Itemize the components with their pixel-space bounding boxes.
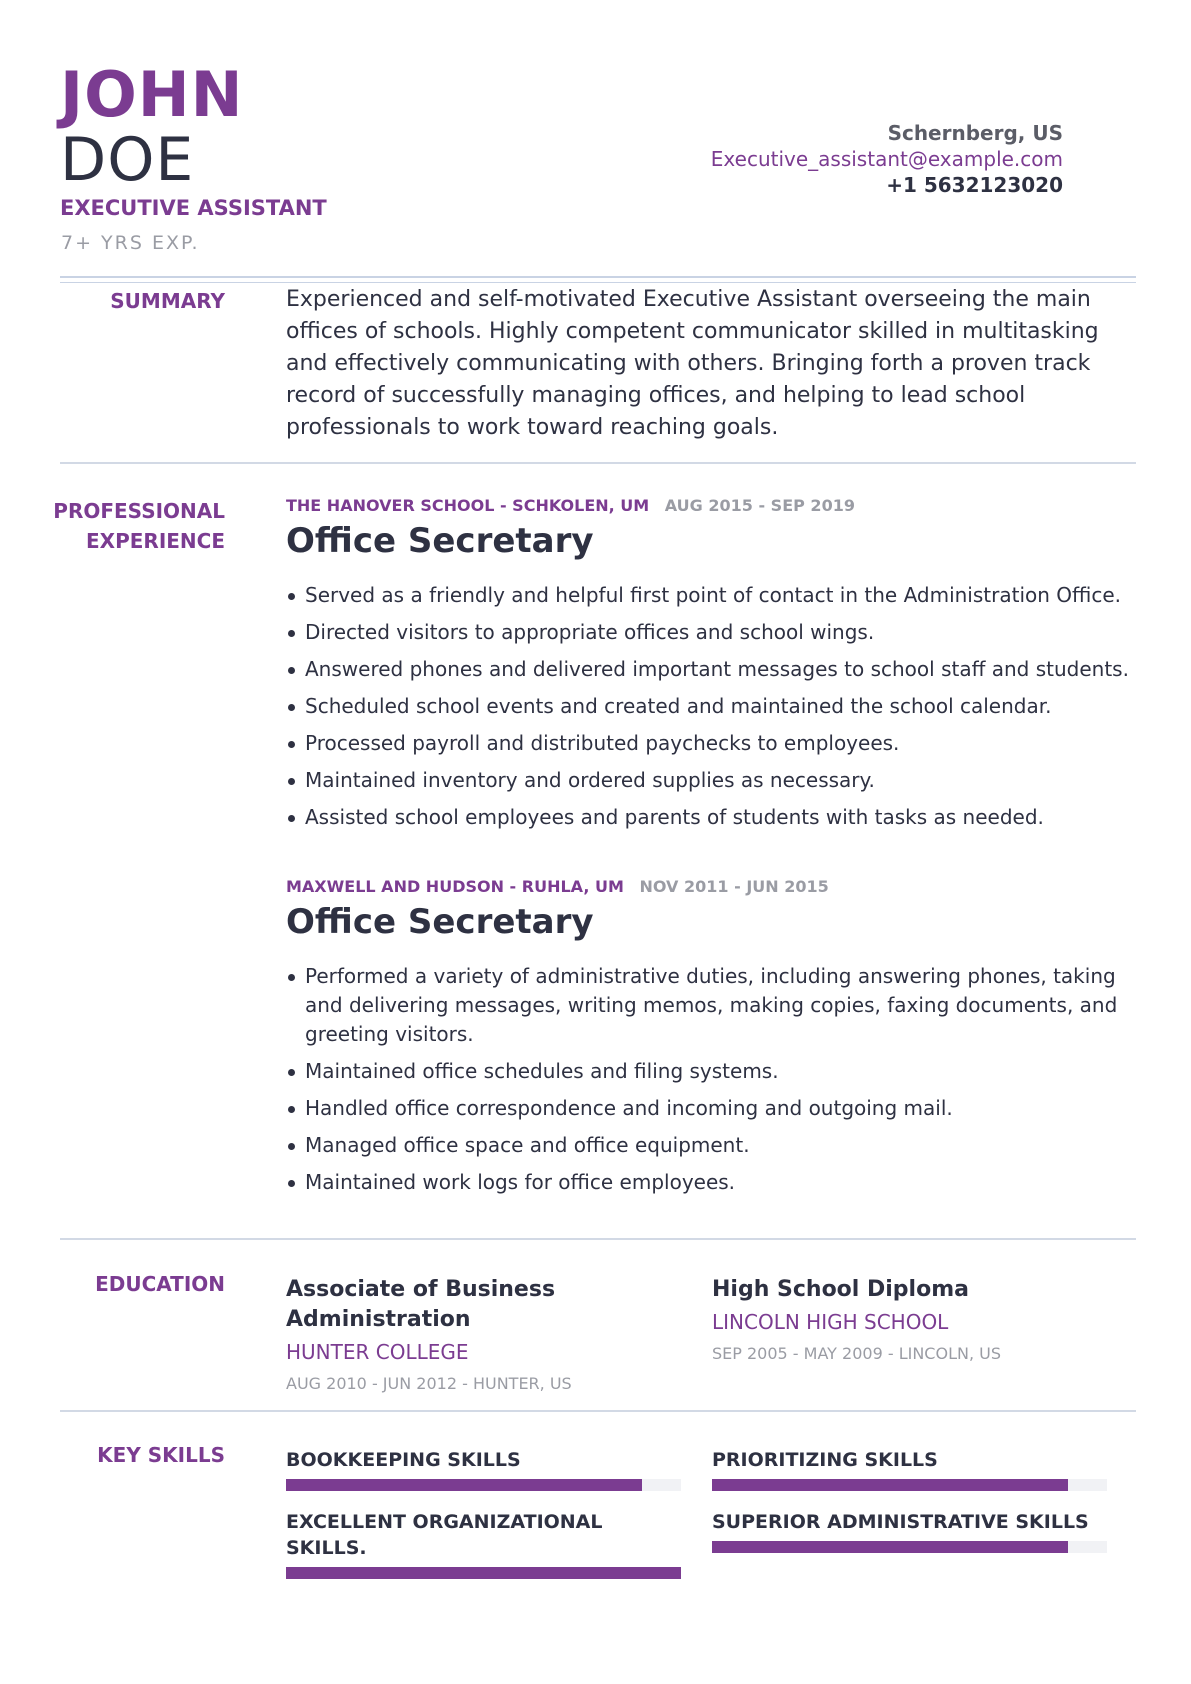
skill-bar-track <box>712 1541 1107 1553</box>
job-bullet: Managed office space and office equipment. <box>286 1131 1136 1160</box>
skill-bar-track <box>286 1567 681 1579</box>
last-name: DOE <box>60 125 195 195</box>
job-bullet: Maintained office schedules and filing systems. <box>286 1057 1136 1086</box>
skills-label: KEY SKILLS <box>97 1443 225 1467</box>
header-divider <box>60 276 1136 283</box>
job-entry <box>286 877 1136 1205</box>
education-degree: High School Diploma <box>712 1277 969 1302</box>
skill-bar-fill <box>286 1479 642 1491</box>
job-entry <box>286 496 1136 840</box>
job-bullet: Processed payroll and distributed paychecks to employees. <box>286 729 1136 758</box>
summary-section <box>286 284 1136 444</box>
job-bullet: Served as a friendly and helpful first point of contact in the Administration Office. <box>286 581 1136 610</box>
job-bullet: Assisted school employees and parents of students with tasks as needed. <box>286 803 1136 832</box>
education-degree: Associate of Business Administration <box>286 1277 556 1332</box>
experience-label-line1: PROFESSIONAL <box>53 499 225 523</box>
skill-item <box>286 1509 681 1579</box>
job-company: MAXWELL AND HUDSON - RUHLA, UM <box>286 877 624 896</box>
skill-bar-track <box>712 1479 1107 1491</box>
job-meta <box>286 877 1136 896</box>
education-label: EDUCATION <box>95 1272 225 1296</box>
job-dates: AUG 2015 - SEP 2019 <box>664 496 855 515</box>
skill-bar-fill <box>712 1479 1068 1491</box>
job-bullet: Performed a variety of administrative duties, including answering phones, taking and delivering messages, writing memos, making copies, faxing documents, and greeting visitors. <box>286 962 1136 1049</box>
contact-phone[interactable]: +1 5632123020 <box>886 173 1063 197</box>
skill-item <box>286 1447 681 1491</box>
job-company: THE HANOVER SCHOOL - SCHKOLEN, UM <box>286 496 650 515</box>
contact-email[interactable]: Executive_assistant@example.com <box>710 147 1063 171</box>
years-experience: 7+ YRS EXP. <box>61 232 200 254</box>
skill-name: EXCELLENT ORGANIZATIONAL SKILLS. <box>286 1511 603 1559</box>
skill-bar-fill <box>286 1567 681 1579</box>
skill-bar-track <box>286 1479 681 1491</box>
job-bullet: Scheduled school events and created and maintained the school calendar. <box>286 692 1136 721</box>
section-divider <box>60 462 1136 464</box>
job-bullet: Directed visitors to appropriate offices and school wings. <box>286 618 1136 647</box>
skill-name: PRIORITIZING SKILLS <box>712 1449 938 1471</box>
education-meta: SEP 2005 - MAY 2009 - LINCOLN, US <box>712 1344 1001 1363</box>
education-meta: AUG 2010 - JUN 2012 - HUNTER, US <box>286 1374 572 1393</box>
skill-name: SUPERIOR ADMINISTRATIVE SKILLS <box>712 1511 1089 1533</box>
skill-name: BOOKKEEPING SKILLS <box>286 1449 521 1471</box>
summary-text: Experienced and self-motivated Executive Assistant overseeing the main offices of schools. Highly competent communicator skilled in multitasking and effectively communicating with others. Bringing forth a proven track record of successfully managing offices, and helping to lead school professionals to work toward reaching goals. <box>286 287 1099 440</box>
first-name: JOHN <box>60 58 244 131</box>
job-title: EXECUTIVE ASSISTANT <box>60 196 327 220</box>
job-bullet: Answered phones and delivered important messages to school staff and students. <box>286 655 1136 684</box>
contact-block <box>711 120 1063 198</box>
job-bullet: Maintained inventory and ordered supplies as necessary. <box>286 766 1136 795</box>
education-item <box>286 1275 696 1397</box>
education-school: LINCOLN HIGH SCHOOL <box>712 1310 949 1334</box>
experience-label-line2: EXPERIENCE <box>86 529 225 553</box>
job-bullet: Maintained work logs for office employees. <box>286 1168 1136 1197</box>
section-divider <box>60 1238 1136 1240</box>
contact-location: Schernberg, US <box>887 121 1063 145</box>
summary-label: SUMMARY <box>110 289 225 313</box>
skill-item <box>712 1447 1107 1491</box>
education-item <box>712 1275 1136 1367</box>
job-role: Office Secretary <box>286 902 594 942</box>
job-meta <box>286 496 1136 515</box>
job-dates: NOV 2011 - JUN 2015 <box>639 877 829 896</box>
skill-item <box>712 1509 1107 1553</box>
job-bullets <box>286 581 1136 832</box>
experience-label <box>53 496 225 556</box>
job-bullet: Handled office correspondence and incoming and outgoing mail. <box>286 1094 1136 1123</box>
skill-bar-fill <box>712 1541 1068 1553</box>
education-school: HUNTER COLLEGE <box>286 1340 469 1364</box>
job-bullets <box>286 962 1136 1197</box>
section-divider <box>60 1410 1136 1412</box>
job-role: Office Secretary <box>286 521 594 561</box>
